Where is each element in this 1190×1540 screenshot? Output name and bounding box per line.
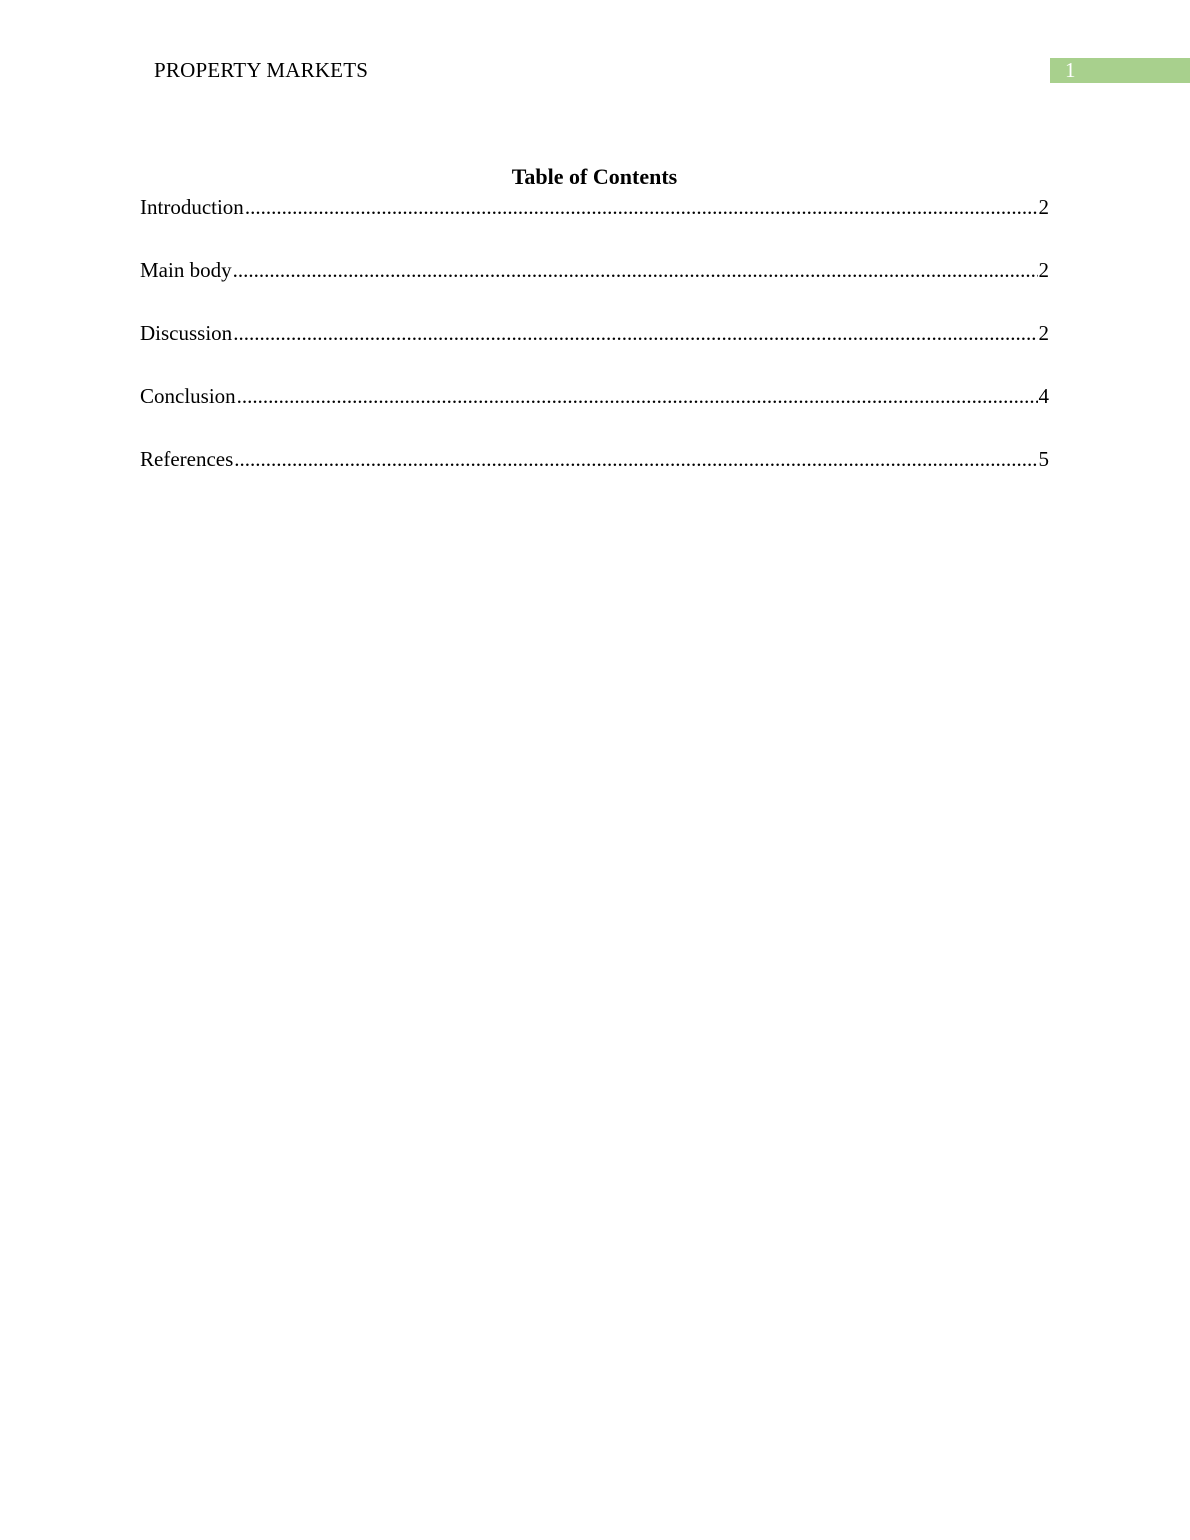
toc-leader-dots bbox=[234, 445, 1037, 473]
page-number: 1 bbox=[1065, 58, 1076, 82]
toc-entry-main-body[interactable] bbox=[140, 256, 1049, 284]
page-header bbox=[0, 56, 1190, 86]
toc-entry-page: 4 bbox=[1038, 384, 1049, 408]
toc-entry-page: 2 bbox=[1038, 258, 1049, 282]
toc-entry-page: 5 bbox=[1038, 447, 1049, 471]
toc-entry-label: Discussion bbox=[140, 321, 233, 345]
toc-leader-dots bbox=[233, 319, 1037, 347]
toc-entry-label: Conclusion bbox=[140, 384, 236, 408]
page-number-box bbox=[1050, 58, 1190, 83]
toc-entry-label: Main body bbox=[140, 258, 232, 282]
table-of-contents bbox=[140, 160, 1049, 508]
toc-title: Table of Contents bbox=[511, 164, 678, 189]
toc-entry-page: 2 bbox=[1038, 195, 1049, 219]
toc-entry-label: References bbox=[140, 447, 234, 471]
toc-entry-label: Introduction bbox=[140, 195, 244, 219]
toc-entry-page: 2 bbox=[1038, 321, 1049, 345]
toc-entry-introduction[interactable] bbox=[140, 193, 1049, 221]
toc-entry-references[interactable] bbox=[140, 445, 1049, 473]
running-head: PROPERTY MARKETS bbox=[154, 58, 369, 82]
toc-entry-discussion[interactable] bbox=[140, 319, 1049, 347]
toc-leader-dots bbox=[237, 382, 1038, 410]
toc-leader-dots bbox=[245, 193, 1038, 221]
toc-leader-dots bbox=[233, 256, 1038, 284]
toc-entry-conclusion[interactable] bbox=[140, 382, 1049, 410]
